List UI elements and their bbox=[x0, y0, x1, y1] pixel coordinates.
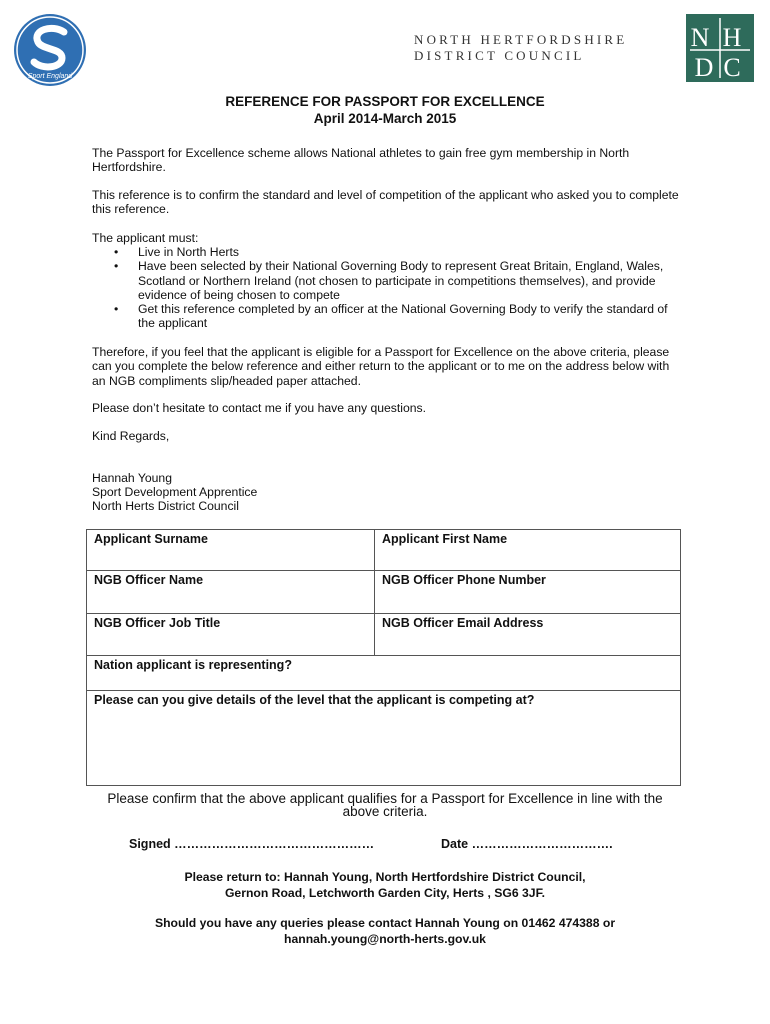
reference-form bbox=[86, 529, 681, 786]
ngb-officer-job-title-field[interactable] bbox=[87, 614, 375, 656]
requirements-intro: The applicant must: bbox=[92, 231, 199, 245]
list-item: • Have been selected by their National Governing Body to represent Great Britain, England, Wales, Scotland or Northern Ireland (not chosen to participate in competitions themselves), and provide evidence of being chosen to compete bbox=[92, 259, 682, 302]
council-name bbox=[414, 32, 627, 64]
list-item: • Get this reference completed by an officer at the National Governing Body to verify the standard of the applicant bbox=[92, 302, 682, 331]
ngb-officer-email-label: NGB Officer Email Address bbox=[382, 616, 544, 630]
svg-text:C: C bbox=[723, 53, 741, 82]
return-address-line1: Please return to: Hannah Young, North Hertfordshire District Council, bbox=[184, 870, 586, 884]
ngb-officer-name-label: NGB Officer Name bbox=[94, 573, 204, 587]
svg-text:D: D bbox=[694, 53, 714, 82]
nhdc-logo bbox=[686, 14, 754, 82]
council-line1: NORTH HERTFORDSHIRE bbox=[414, 32, 628, 47]
applicant-surname-label: Applicant Surname bbox=[94, 532, 208, 546]
document-period: April 2014-March 2015 bbox=[313, 111, 457, 126]
list-item: • Live in North Herts bbox=[92, 245, 682, 259]
signature-org: North Herts District Council bbox=[92, 499, 239, 513]
signed-line[interactable]: Signed ………………………………………… bbox=[129, 837, 375, 851]
council-line2: DISTRICT COUNCIL bbox=[414, 48, 585, 63]
contact-paragraph: Please don’t hesitate to contact me if you have any questions. bbox=[92, 401, 427, 415]
applicant-first-name-label: Applicant First Name bbox=[382, 532, 508, 546]
svg-text:H: H bbox=[722, 23, 742, 52]
closing-regards: Kind Regards, bbox=[92, 429, 170, 443]
level-details-label: Please can you give details of the level that the applicant is competing at? bbox=[94, 693, 535, 707]
ngb-officer-email-field[interactable] bbox=[375, 614, 681, 656]
level-details-field[interactable] bbox=[87, 691, 681, 786]
ngb-officer-name-field[interactable] bbox=[87, 571, 375, 614]
applicant-first-name-field[interactable] bbox=[375, 530, 681, 571]
requirements-list bbox=[92, 245, 682, 331]
svg-text:N: N bbox=[690, 23, 710, 52]
ngb-officer-phone-label: NGB Officer Phone Number bbox=[382, 573, 546, 587]
return-address-line2: Gernon Road, Letchworth Garden City, Herts , SG6 3JF. bbox=[224, 886, 546, 900]
nation-field[interactable] bbox=[87, 656, 681, 691]
ngb-officer-phone-field[interactable] bbox=[375, 571, 681, 614]
sport-logo bbox=[12, 12, 88, 88]
queries-line1: Should you have any queries please contact Hannah Young on 01462 474388 or bbox=[154, 916, 616, 930]
signature-name: Hannah Young bbox=[92, 471, 172, 485]
logo-left-text: Sport England bbox=[27, 73, 73, 80]
purpose-paragraph: This reference is to confirm the standard and level of competition of the applicant who asked you to complete this reference. bbox=[92, 188, 679, 217]
ngb-officer-job-title-label: NGB Officer Job Title bbox=[94, 616, 221, 630]
date-line[interactable]: Date ……………………………. bbox=[441, 837, 613, 851]
signature-role: Sport Development Apprentice bbox=[92, 485, 258, 499]
applicant-surname-field[interactable] bbox=[87, 530, 375, 571]
contact-email[interactable]: hannah.young@north-herts.gov.uk bbox=[284, 932, 486, 946]
nation-label: Nation applicant is representing? bbox=[94, 658, 292, 672]
intro-paragraph: The Passport for Excellence scheme allows National athletes to gain free gym membership in North Hertfordshire. bbox=[92, 146, 630, 175]
confirmation-text: Please confirm that the above applicant qualifies for a Passport for Excellence in line with the above criteria. bbox=[107, 791, 663, 819]
document-title: REFERENCE FOR PASSPORT FOR EXCELLENCE bbox=[225, 94, 545, 109]
instructions-paragraph: Therefore, if you feel that the applicant is eligible for a Passport for Excellence on the above criteria, please can you complete the below reference and either return to the applicant or to me on the address below with an NGB compliments slip/headed paper attached. bbox=[92, 345, 670, 388]
